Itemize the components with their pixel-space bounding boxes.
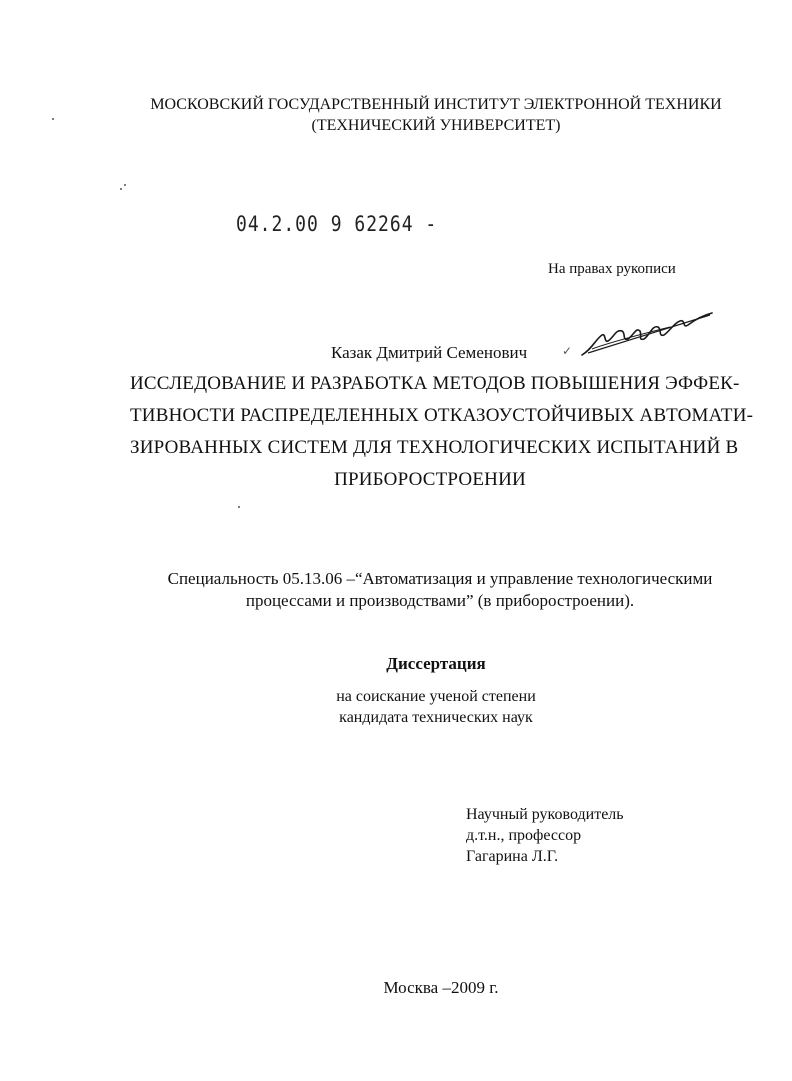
rights-note: На правах рукописи <box>548 261 676 277</box>
author-name: Казак Дмитрий Семенович <box>331 343 528 362</box>
title-line-2: ТИВНОСТИ РАСПРЕДЕЛЕННЫХ ОТКАЗОУСТОЙЧИВЫХ АВТОМАТИ- <box>130 405 754 426</box>
title-line-4: ПРИБОРОСТРОЕНИИ <box>334 469 526 490</box>
dissertation-title <box>130 368 754 496</box>
degree-line-2: кандидата технических наук <box>339 709 533 726</box>
scan-speck <box>238 506 240 508</box>
specialty <box>100 568 780 612</box>
author-signature <box>578 309 718 361</box>
supervisor-block <box>466 804 624 867</box>
institute-name <box>40 94 792 136</box>
scan-speck <box>124 184 126 186</box>
place-year: Москва –2009 г. <box>383 978 499 997</box>
specialty-line-1: Специальность 05.13.06 –“Автоматизация и управление технологическими <box>167 569 713 588</box>
institute-line-1: МОСКОВСКИЙ ГОСУДАРСТВЕННЫЙ ИНСТИТУТ ЭЛЕКТРОННОЙ ТЕХНИКИ <box>150 96 722 113</box>
check-mark: ✓ <box>562 344 573 358</box>
supervisor-role: Научный руководитель <box>466 806 624 823</box>
scan-speck <box>120 188 122 190</box>
institute-line-2: (ТЕХНИЧЕСКИЙ УНИВЕРСИТЕТ) <box>311 117 561 134</box>
supervisor-name: Гагарина Л.Г. <box>466 848 559 865</box>
scan-speck <box>52 118 54 120</box>
title-line-1: ИССЛЕДОВАНИЕ И РАЗРАБОТКА МЕТОДОВ ПОВЫШЕНИЯ ЭФФЕК- <box>130 373 740 394</box>
document-type: Диссертация <box>386 654 486 673</box>
specialty-line-2: процессами и производствами” (в приборостроении). <box>245 591 635 610</box>
degree-line-1: на соискание ученой степени <box>336 688 536 705</box>
catalog-number-stamp: 04.2.00 9 62264 - <box>236 212 438 238</box>
supervisor-degree: д.т.н., профессор <box>466 827 582 844</box>
title-line-3: ЗИРОВАННЫХ СИСТЕМ ДЛЯ ТЕХНОЛОГИЧЕСКИХ ИСПЫТАНИЙ В <box>130 437 739 458</box>
degree-purpose <box>40 686 792 728</box>
